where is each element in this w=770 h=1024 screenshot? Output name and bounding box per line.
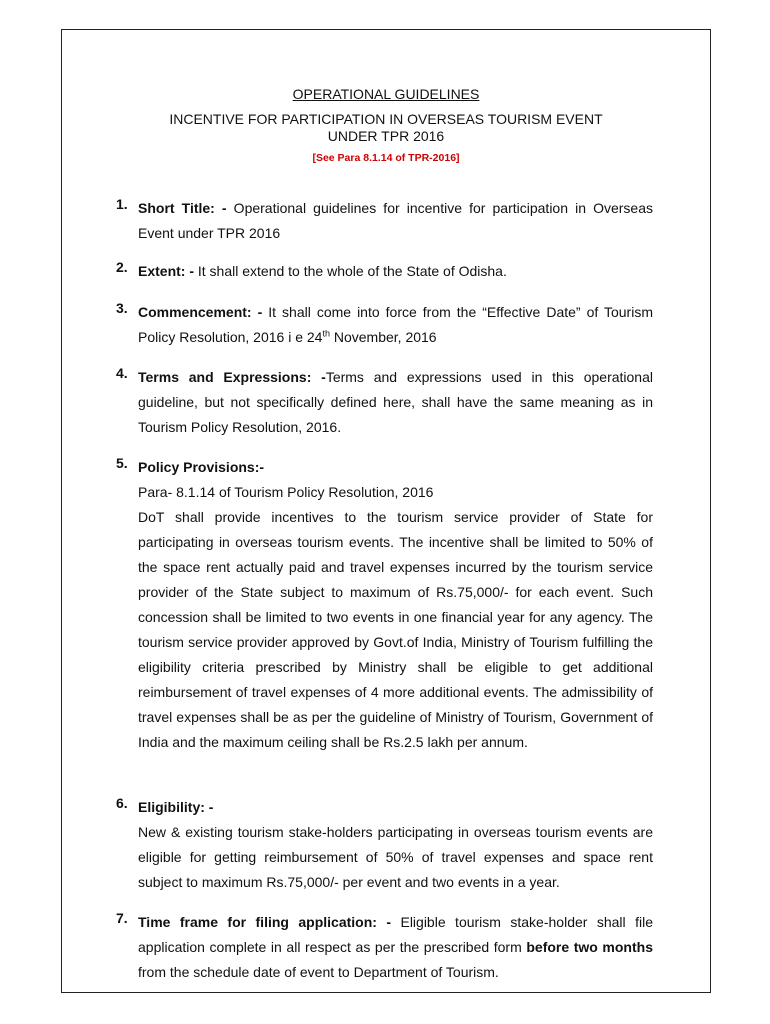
section-text-end: November, 2016	[329, 329, 437, 345]
section-time-frame	[116, 910, 653, 985]
section-text: DoT shall provide incentives to the tourism service provider of State for participating in overseas tourism events. The incentive shall be limited to 50% of the space rent actually paid and travel expenses incurred by the tourism service provider of the State subject to maximum of Rs.75,000/- for each event. Such concession shall be limited to two events in one financial year for any agency. The tourism service provider approved by Govt.of India, Ministry of Tourism fulfilling the eligibility criteria prescribed by Ministry shall be eligible to get additional reimbursement of travel expenses of 4 more additional events. The admissibility of travel expenses shall be as per the guideline of Ministry of Tourism, Government of India and the maximum ceiling shall be Rs.2.5 lakh per annum.	[138, 509, 653, 750]
section-text: It shall come into force from the “Effective Date” of Tourism Policy Resolution, 2016 i e 24	[138, 304, 653, 345]
section-heading: Short Title: -	[138, 200, 227, 216]
section-number: 5.	[116, 455, 128, 471]
section-heading: Extent: -	[138, 263, 194, 279]
ordinal-suffix: th	[322, 328, 330, 339]
section-short-title	[116, 196, 653, 246]
section-heading: Time frame for filing application: -	[138, 914, 392, 930]
section-heading: Policy Provisions:-	[138, 459, 265, 475]
section-commencement	[116, 300, 653, 350]
document-subtitle-line-1: INCENTIVE FOR PARTICIPATION IN OVERSEAS TOURISM EVENT	[169, 111, 603, 127]
section-text: Terms and expressions used in this operational guideline, but not specifically defined here, shall have the same meaning as in Tourism Policy Resolution, 2016.	[138, 369, 653, 435]
deadline-phrase: before two months	[526, 939, 653, 955]
section-text: Eligible tourism stake-holder shall file application complete in all respect as per the prescribed form	[138, 914, 653, 955]
section-text: New & existing tourism stake-holders participating in overseas tourism events are eligible for getting reimbursement of 50% of travel expenses and space rent subject to maximum Rs.75,000/- per event and two events in a year.	[138, 824, 653, 890]
section-number: 6.	[116, 795, 128, 811]
section-heading: Eligibility: -	[138, 799, 214, 815]
section-number: 1.	[116, 196, 128, 212]
section-number: 4.	[116, 365, 128, 381]
para-reference: Para- 8.1.14 of Tourism Policy Resolution, 2016	[138, 484, 434, 500]
section-number: 7.	[116, 910, 128, 926]
section-heading: Commencement: -	[138, 304, 263, 320]
section-eligibility	[116, 795, 653, 895]
section-text: Operational guidelines for incentive for participation in Overseas Event under TPR 2016	[138, 200, 653, 241]
section-policy-provisions	[116, 455, 653, 755]
section-heading: Terms and Expressions: -	[138, 369, 326, 385]
document-title: OPERATIONAL GUIDELINES	[292, 86, 480, 102]
section-terms	[116, 365, 653, 440]
reference-note: [See Para 8.1.14 of TPR-2016]	[312, 152, 460, 164]
section-extent	[116, 259, 653, 284]
document-subtitle-line-2: UNDER TPR 2016	[327, 128, 445, 144]
section-number: 2.	[116, 259, 128, 275]
section-number: 3.	[116, 300, 128, 316]
section-text: It shall extend to the whole of the State of Odisha.	[194, 263, 507, 279]
section-text-end: from the schedule date of event to Department of Tourism.	[138, 964, 499, 980]
